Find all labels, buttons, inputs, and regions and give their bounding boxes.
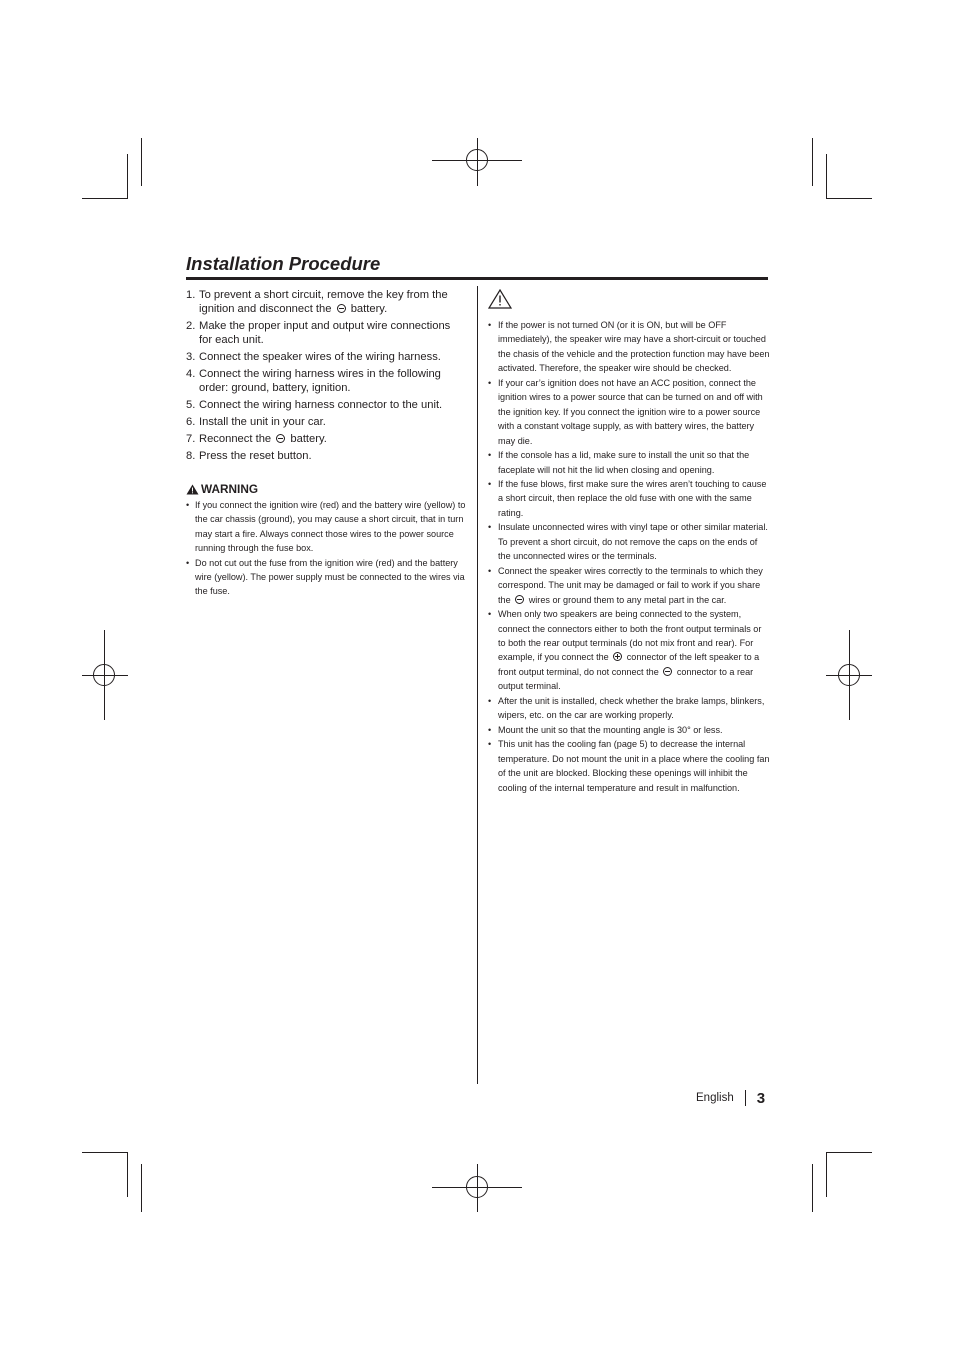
warning-item: • Do not cut out the fuse from the ignition wire (red) and the battery wire (yellow). The power supply must be connected to the wires via the fuse. <box>186 556 466 599</box>
caution-item: • Connect the speaker wires correctly to the terminals to which they correspond. The unit may be damaged or fail to work if you share the wires or ground them to any metal part in the car. <box>488 564 770 607</box>
page-title: Installation Procedure <box>186 252 768 280</box>
caution-list <box>488 318 770 795</box>
caution-item: • Insulate unconnected wires with vinyl tape or other similar material. To prevent a short circuit, do not remove the caps on the ends of the unconnected wires or the terminals. <box>488 520 770 563</box>
step-item: 5. Connect the wiring harness connector to the unit. <box>186 399 443 411</box>
right-column <box>488 289 770 795</box>
minus-terminal-icon <box>515 595 524 604</box>
caution-item: • If the console has a lid, make sure to install the unit so that the faceplate will not hit the lid when closing and opening. <box>488 448 770 477</box>
footer-language: English <box>696 1092 734 1104</box>
caution-triangle-icon <box>488 289 512 309</box>
caution-item: • After the unit is installed, check whether the brake lamps, blinkers, wipers, etc. on the car are working properly. <box>488 694 770 723</box>
caution-item: • If the fuse blows, first make sure the wires aren’t touching to cause a short circuit, then replace the old fuse with one with the same rating. <box>488 477 770 520</box>
warning-list <box>186 498 466 599</box>
step-item: 8. Press the reset button. <box>186 450 312 462</box>
minus-terminal-icon <box>276 434 285 443</box>
warning-item: • If you connect the ignition wire (red) and the battery wire (yellow) to the car chassis (ground), you may cause a short circuit, that in turn may start a fire. Always connect those wires to the power source running through the fuse box. <box>186 498 466 556</box>
caution-item: • If the power is not turned ON (or it is ON, but will be OFF immediately), the speaker wire may have a short-circuit or touched the chasis of the vehicle and the protection function may have been activated. Therefore, the speaker wire should be checked. <box>488 318 770 376</box>
caution-item: • Mount the unit so that the mounting angle is 30° or less. <box>488 723 770 737</box>
step-item: 1. To prevent a short circuit, remove the key from the ignition and disconnect the battery. <box>186 289 448 315</box>
minus-terminal-icon <box>337 304 346 313</box>
column-divider <box>477 286 478 1084</box>
minus-terminal-icon <box>663 667 672 676</box>
step-item: 2. Make the proper input and output wire connections for each unit. <box>186 320 451 346</box>
caution-item: • This unit has the cooling fan (page 5) to decrease the internal temperature. Do not mount the unit in a place where the cooling fan of the unit are blocked. Blocking these openings will inhibit the cooling of the internal temperature and result in malfunction. <box>488 737 770 795</box>
footer-divider <box>745 1090 746 1106</box>
caution-item: • If your car’s ignition does not have an ACC position, connect the ignition wires to a power source that can be turned on and off with the ignition key. If you connect the ignition wire to a power source with a constant voltage supply, as with battery wires, the battery may die. <box>488 376 770 448</box>
left-column <box>186 288 466 599</box>
page-number: 3 <box>756 1089 766 1107</box>
warning-triangle-icon <box>186 484 199 495</box>
caution-item: • When only two speakers are being connected to the system, connect the connectors either to both the front output terminals or to both the rear output terminals (do not mix front and rear). For example, if you connect the connector of the left speaker to a front output terminal, do not connect the connector to a rear output terminal. <box>488 607 770 694</box>
page-footer <box>696 1089 765 1107</box>
step-item: 3. Connect the speaker wires of the wiring harness. <box>186 351 441 363</box>
plus-terminal-icon <box>613 652 622 661</box>
installation-steps <box>186 288 466 463</box>
step-item: 4. Connect the wiring harness wires in the following order: ground, battery, ignition. <box>186 368 441 394</box>
warning-heading: WARNING <box>186 482 466 496</box>
step-item: 6. Install the unit in your car. <box>186 416 326 428</box>
step-item: 7. Reconnect the battery. <box>186 433 327 445</box>
